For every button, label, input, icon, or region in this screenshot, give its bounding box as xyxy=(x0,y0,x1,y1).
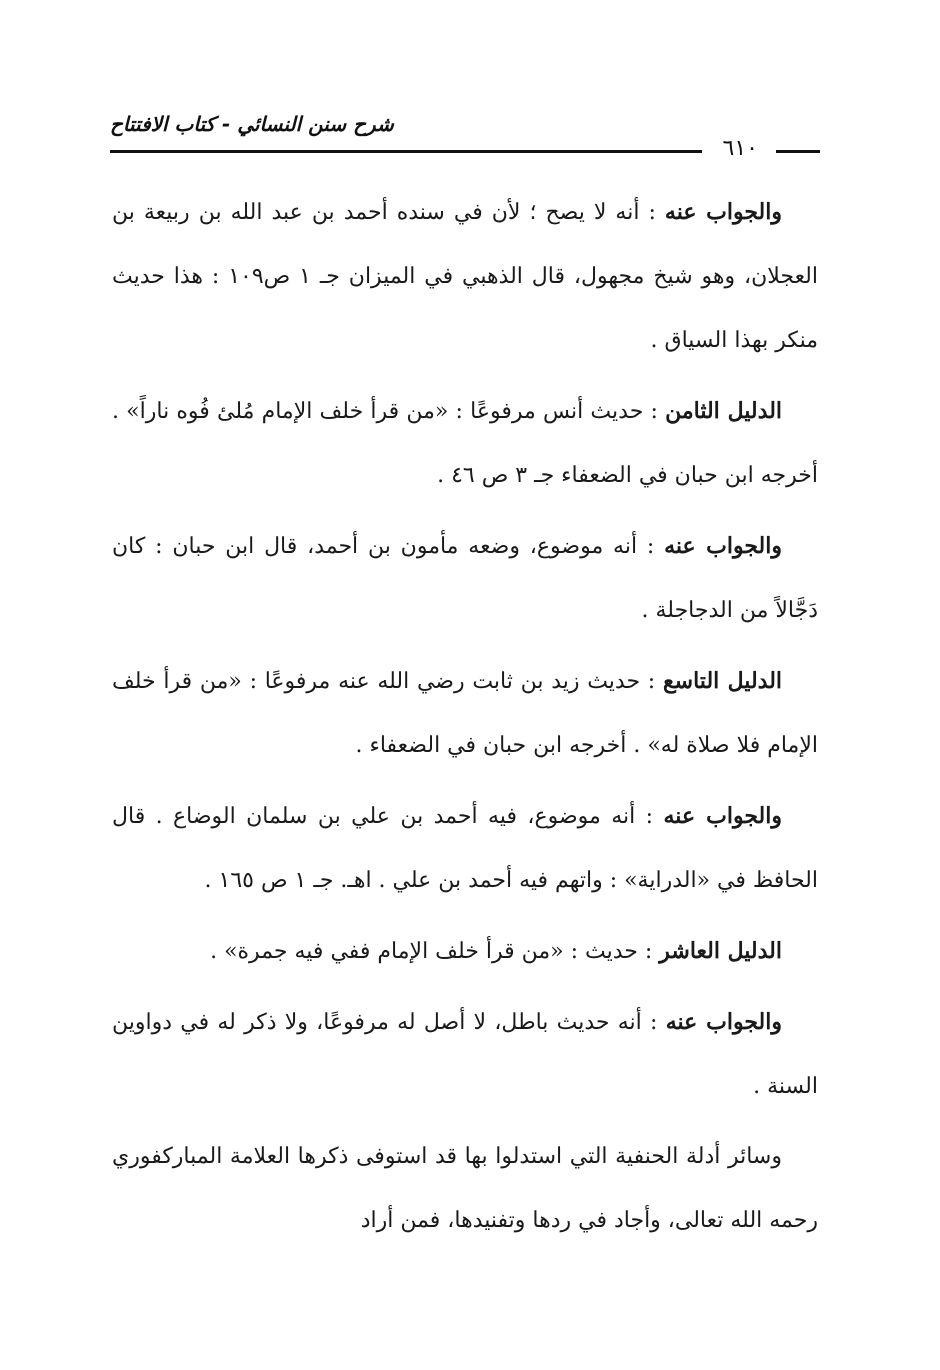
paragraph-text: : أنه لا يصح ؛ لأن في سنده أحمد بن عبد الله بن ربيعة بن العجلان، وهو شيخ مجهول، قال الذهبي في الميزان جـ ١ ص١٠٩ : هذا حديث منكر بهذا السياق . xyxy=(112,200,818,353)
paragraph-text: : أنه حديث باطل، لا أصل له مرفوعًا، ولا ذكر له في دواوين السنة . xyxy=(112,1010,818,1099)
body-text xyxy=(112,180,818,1259)
paragraph-answer-1 xyxy=(112,180,818,373)
paragraph-lead: والجواب عنه xyxy=(665,1009,782,1035)
paragraph-answer-3 xyxy=(112,784,818,913)
paragraph-evidence-10 xyxy=(112,919,818,984)
paragraph-answer-2 xyxy=(112,514,818,643)
paragraph-text: : أنه موضوع، وضعه مأمون بن أحمد، قال ابن حبان : كان دَجَّالاً من الدجاجلة . xyxy=(112,534,818,623)
paragraph-lead: الدليل العاشر xyxy=(659,938,782,964)
running-header-title: شرح سنن النسائي - كتاب الافتتاح xyxy=(110,112,394,136)
paragraph-lead: الدليل التاسع xyxy=(662,668,783,694)
page-number-dash xyxy=(776,150,820,153)
paragraph-text: : حديث : «من قرأ خلف الإمام ففي فيه جمرة» . xyxy=(210,939,653,964)
header-rule xyxy=(110,150,702,153)
paragraph-text: : أنه موضوع، فيه أحمد بن علي بن سلمان الوضاع . قال الحافظ في «الدراية» : واتهم فيه أحمد بن علي . اهـ. جـ ١ ص ١٦٥ . xyxy=(112,804,818,893)
paragraph-conclusion xyxy=(112,1125,818,1253)
page-number: ٦١٠ xyxy=(722,136,758,161)
paragraph-text: : حديث أنس مرفوعًا : «من قرأ خلف الإمام مُلئ فُوه ناراً» . أخرجه ابن حبان في الضعفاء جـ ٣ ص ٤٦ . xyxy=(112,399,818,488)
paragraph-text: : حديث زيد بن ثابت رضي الله عنه مرفوعًا : «من قرأ خلف الإمام فلا صلاة له» . أخرجه ابن حبان في الضعفاء . xyxy=(112,669,818,758)
paragraph-evidence-9 xyxy=(112,649,818,778)
paragraph-answer-4 xyxy=(112,990,818,1119)
paragraph-evidence-8 xyxy=(112,379,818,508)
paragraph-lead: والجواب عنه xyxy=(664,533,782,559)
paragraph-lead: والجواب عنه xyxy=(664,199,782,225)
paragraph-lead: الدليل الثامن xyxy=(665,398,783,424)
running-header xyxy=(110,112,820,161)
paragraph-lead: والجواب عنه xyxy=(663,803,782,829)
paragraph-text: وسائر أدلة الحنفية التي استدلوا بها قد استوفى ذكرها العلامة المباركفوري رحمه الله تعالى، وأجاد في ردها وتفنيدها، فمن أراد xyxy=(112,1144,818,1233)
